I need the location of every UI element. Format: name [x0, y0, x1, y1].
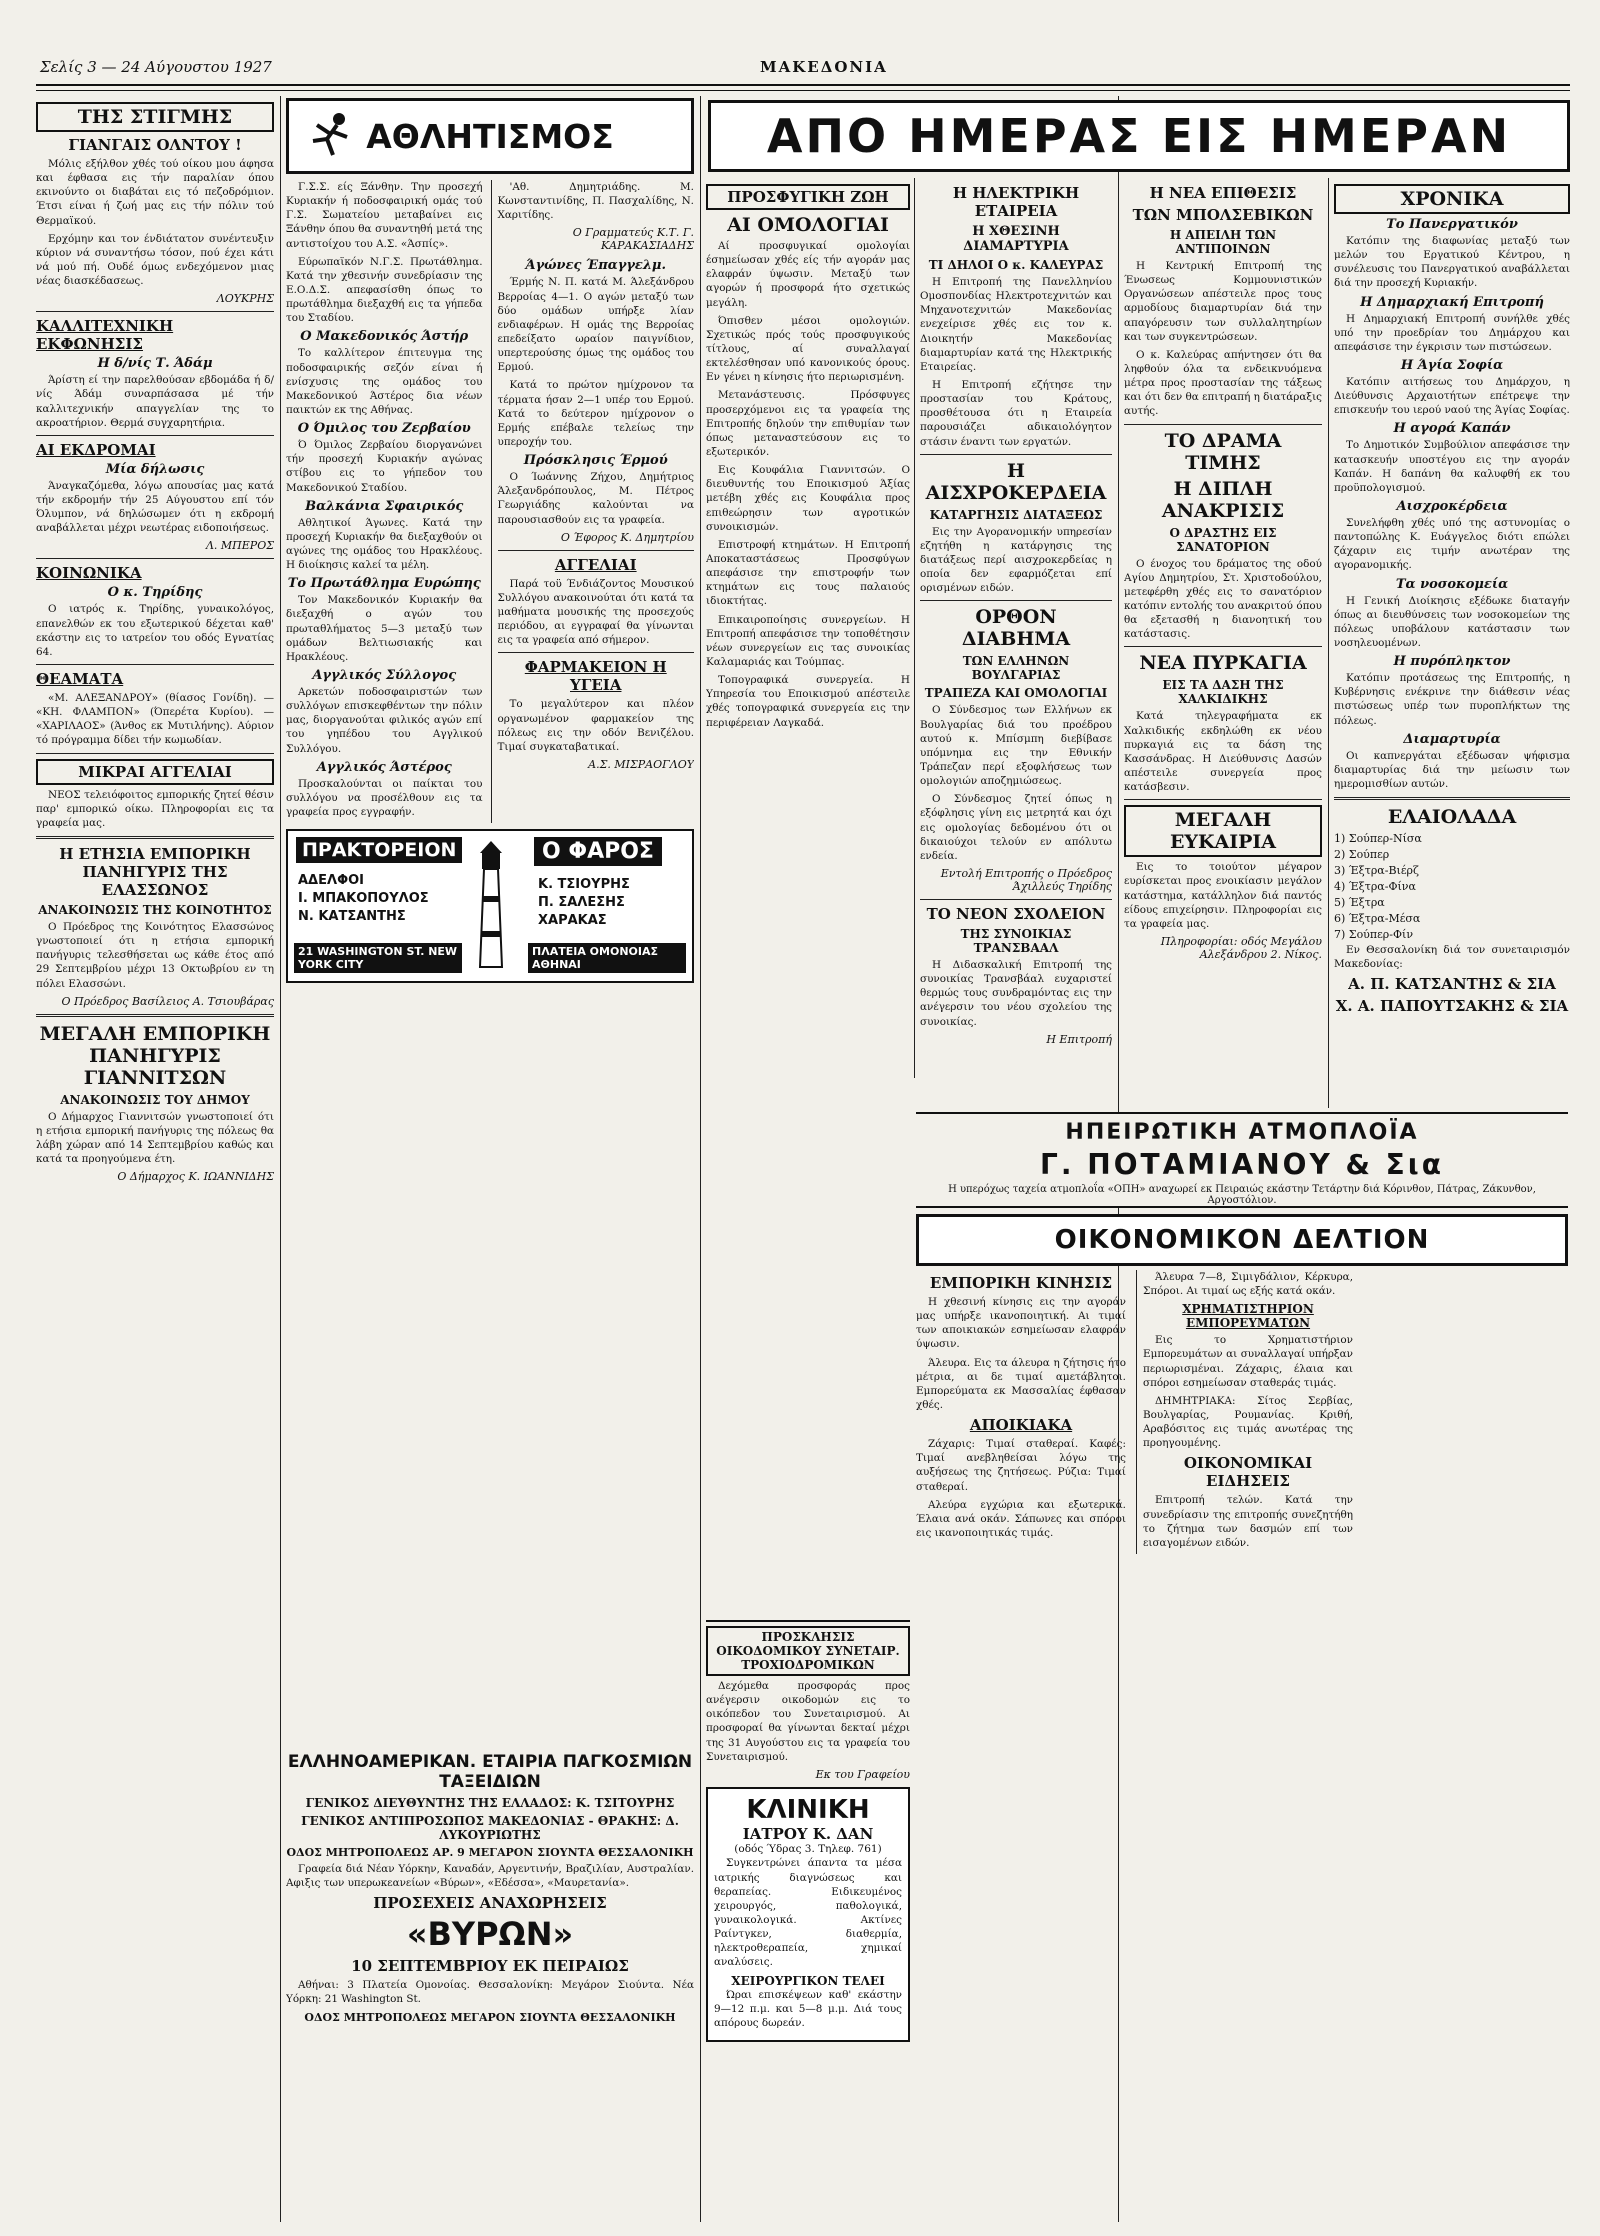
advertiser-name: Α. Π. ΚΑΤΣΑΝΤΗΣ & ΣΙΑ [1348, 974, 1556, 993]
column-4 [920, 180, 1112, 1096]
article-subtitle: Η ΔΙΠΛΗ ΑΝΑΚΡΙΣΙΣ [1161, 477, 1285, 522]
article-text: Ο Σύνδεσμος ζητεί όπως η εξόφλησις γίνη εις μετρητά και όχι εις ομολογίας δεδομένου ότι οι δικαιούχοι τελούν εν απόλυτω ενδεία. [920, 793, 1112, 862]
list-item: 3) Έξτρα-Βιέρζ [1334, 863, 1419, 877]
article-subtitle: Αγγλικός Άστέρος [316, 759, 452, 775]
clinic-ad [706, 1787, 910, 2042]
article-subtitle: Η Άγία Σοφία [1400, 357, 1504, 373]
article-subtitle: ΕΙΣ ΤΑ ΔΑΣΗ ΤΗΣ ΧΑΛΚΙΔΙΚΗΣ [1162, 678, 1284, 707]
article-text: Έρμής Ν. Π. κατά Μ. Άλεξάνδρου Βερροίας 4—1. Ο αγών μεταξύ των δύο ομάδων υπήρξε λίαν ενδιαφέρων. Η ομάς της Βερροίας επεδείξατο ωραίον παιγνίδιον, υπερτερούσης όμως της ομάδος του Ερμού. [497, 276, 694, 374]
article-text: Μόλις εξήλθον χθές τού οίκου μου άφησα και έφθασα εις τήν παραλίαν όπου εκινούντο οι διαβάται εις τό πεζοδρόμιον. Έτσι είναι ή ζωή μας εις τήν πόλιν τού Θερμαϊκού. [36, 158, 274, 227]
list-item: 2) Σούπερ [1334, 848, 1390, 862]
pharos-center-title: Ο ΦΑΡΟΣ [534, 837, 662, 866]
article-signature: Η Επιτροπή [1046, 1032, 1112, 1046]
article-text: Ο κ. Καλεύρας απήντησεν ότι θα ληφθούν όλα τα ενδεικνυόμενα μέτρα προς προστασίαν της τάξεως και ότι δεν θα επιτραπή η διατάραξις αυτής. [1124, 348, 1322, 418]
list-item: 1) Σούπερ-Νίσα [1334, 832, 1422, 846]
from-day-to-day-banner [708, 100, 1570, 172]
athletics-title: ΑΘΛΗΤΙΣΜΟΣ [366, 116, 614, 156]
list-item: 6) Έξτρα-Μέσα [1334, 911, 1421, 925]
section-heading: ΦΑΡΜΑΚΕΙΟΝ Η ΥΓΕΙΑ [524, 658, 667, 695]
article-subtitle: ΤΩΝ ΜΠΟΛΣΕΒΙΚΩΝ [1132, 206, 1314, 224]
list-item: 7) Σούπερ-Φίν [1334, 927, 1414, 941]
clinic-title: ΚΛΙΝΙΚΗ [746, 1794, 870, 1825]
clinic-address: (οδός Ύδρας 3. Τηλεφ. 761) [734, 1842, 882, 1855]
article-text: Η Δημαρχιακή Επιτροπή συνήλθε χθές υπό την προεδρίαν του Δημάρχου και απεφάσισε την έγκρισιν των πιστώσεων. [1334, 312, 1570, 353]
article-text: Εν Θεσσαλονίκη διά τον συνεταιρισμόν Μακεδονίας: [1334, 943, 1570, 970]
article-text: Εις Κουφάλια Γιαννιτσών. Ο διευθυντής του Εποικισμού Άξίας μετέβη χθές εις Κουφάλια προς επιθεώρησιν των αγροτικών συνοικισμών. [706, 464, 910, 533]
ship-name: «ΒΥΡΩΝ» [406, 1915, 574, 1954]
article-title: ΑΠΟΙΚΙΑΚΑ [969, 1416, 1073, 1435]
pharos-left-title: ΠΡΑΚΤΟΡΕΙΟΝ [296, 837, 462, 863]
article-text: Κατά το πρώτον ημίχρονον τα τέρματα ήσαν 2—1 υπέρ του Ερμού. Κατά το δεύτερον ημίχρονον ο Ερμής επέβαλε τελείως την υπεροχήν του. [497, 379, 694, 448]
article-signature: Λ. ΜΠΕΡΟΣ [205, 539, 274, 553]
article-text: Εις το Χρηματιστήριον Εμπορευμάτων αι συναλλαγαί υπήρξαν περιωρισμέναι. Ζάχαρις, έλαια και σπόροι εσημείωσαν σταθεράς τιμάς. [1143, 1334, 1353, 1389]
article-subtitle: ΚΑΤΑΡΓΗΣΙΣ ΔΙΑΤΑΞΕΩΣ [929, 507, 1103, 522]
article-subtitle: Αισχροκέρδεια [1396, 498, 1508, 514]
article-text: Ο Σύνδεσμος των Ελλήνων εκ Βουλγαρίας διά του προέδρου αυτού κ. Μπίσμπη διεβίβασε υπόμνημα εις την Εθνικήν Τράπεζαν περί εξοφλήσεως των ομολογιών αποζημιώσεως. [920, 704, 1112, 788]
section-heading: ΑΓΓΕΛΙΑΙ [554, 555, 637, 574]
article-subtitle: Βαλκάνια Σφαιρικός [305, 498, 464, 514]
article-title: ΜΕΓΑΛΗ ΕΥΚΑΙΡΙΑ [1124, 805, 1322, 857]
column-divider [280, 96, 281, 2222]
article-text: Το μεγαλύτερον και πλέον οργανωμένον φαρμακείον της πόλεως εις την οδόν Βενιζέλου. Τιμαί συγκαταβατικαί. [497, 698, 694, 753]
article-title: ΧΡΗΜΑΤΙΣΤΗΡΙΟΝ ΕΜΠΟΡΕΥΜΑΤΩΝ [1182, 1302, 1314, 1331]
article-subtitle: Άγώνες Έπαγγελμ. [525, 258, 666, 274]
article-title: ΝΕΑ ΠΥΡΚΑΓΙΑ [1139, 652, 1307, 675]
article-title: ΟΙΚΟΝΟΜΙΚΑΙ ΕΙΔΗΣΕΙΣ [1183, 1454, 1313, 1491]
article-text: Άρίστη εί την παρελθούσαν εβδομάδα ή δ/νίς Άδάμ συναρπάσασα μέ τήν καλλιτεχνικήν απαγγελίαν της το ακροατήριον. Θερμά συγχαρητήρια. [36, 374, 274, 429]
article-title: ΤΟ ΔΡΑΜΑ ΤΙΜΗΣ [1164, 429, 1282, 474]
article-title: Η ΗΛΕΚΤΡΙΚΗ ΕΤΑΙΡΕΙΑ [952, 184, 1080, 220]
pharos-name: Π. ΣΑΛΕΣΗΣ [538, 895, 625, 911]
column-1 [36, 98, 274, 2222]
list-item: 5) Έξτρα [1334, 895, 1385, 909]
article-title: ΟΡΘΟΝ ΔΙΑΒΗΜΑ [961, 606, 1071, 651]
article-subtitle: ΤΙ ΔΗΛΟΙ Ο κ. ΚΑΛΕΥΡΑΣ [928, 258, 1104, 272]
article-subtitle: ΤΗΣ ΣΥΝΟΙΚΙΑΣ ΤΡΑΝΣΒΑΑΛ [960, 926, 1072, 955]
athletics-banner [286, 98, 694, 174]
article-text: 'Αθ. Δημητριάδης. Μ. Κωνσταντινίδης, Π. Πασχαλίδης, Ν. Χαριτίδης. [497, 181, 694, 222]
article-subtitle: Η δ/νίς Τ. Άδάμ [97, 356, 213, 372]
article-subtitle: Ο κ. Τηρίδης [107, 585, 203, 601]
article-subtitle: Διαμαρτυρία [1403, 731, 1501, 747]
page-date: Σελίς 3 — 24 Αύγουστου 1927 [40, 58, 272, 76]
travel-company-title: ΕΛΛΗΝΟΑΜΕΡΙΚΑΝ. ΕΤΑΙΡΙΑ ΠΑΓΚΟΣΜΙΩΝ ΤΑΞΕΙΔΙΩΝ [287, 1752, 693, 1792]
header-rule [36, 84, 1570, 86]
clinic-doctor: ΙΑΤΡΟΥ Κ. ΔΑΝ [742, 1824, 874, 1843]
article-subtitle: Ο Μακεδονικός Άστήρ [300, 329, 469, 345]
article-subtitle: Ο ΔΡΑΣΤΗΣ ΕΙΣ ΣΑΝΑΤΟΡΙΟΝ [1169, 525, 1277, 554]
column-divider [914, 178, 915, 1078]
olive-oil-list [1334, 831, 1570, 943]
shipping-text: Η υπερόχως ταχεία ατμοπλοΐα «ΟΠΗ» αναχωρεί εκ Πειραιώς εκάστην Τετάρτην διά Κόρινθον, Πάτρας, Ζάκυνθον, Αργοστόλιον. [948, 1184, 1536, 1206]
article-text: Συνελήφθη χθές υπό της αστυνομίας ο παντοπώλης Κ. Ευάγγελος διότι επώλει ζάχαριν εις τιμήν ανωτέραν της αγορανομικής. [1334, 516, 1570, 572]
article-subtitle: ΑΝΑΚΟΙΝΩΣΙΣ ΤΗΣ ΚΟΙΝΟΤΗΤΟΣ [38, 902, 272, 917]
pharos-address: 21 WASHINGTON ST. NEW YORK CITY [294, 943, 462, 973]
article-text: Γ.Σ.Σ. είς Ξάνθην. Την προσεχή Κυριακήν ή ποδοσφαιρική ομάς τού Γ.Σ. Σωματείου μεταβαίνει εις Ξάνθην όπου θα συναντηθή μετά της αντιστοίχου του Α.Σ. «Άσπίς». [286, 181, 483, 250]
article-subtitle: Η πυρόπληκτον [1393, 654, 1511, 670]
travel-director: ΓΕΝΙΚΟΣ ΔΙΕΥΘΥΝΤΗΣ ΤΗΣ ΕΛΛΑΔΟΣ: Κ. ΤΣΙΤΟΥΡΗΣ [305, 1796, 675, 1810]
article-title: ΕΜΠΟΡΙΚΗ ΚΙΝΗΣΙΣ [929, 1274, 1113, 1292]
column-divider [1328, 178, 1329, 1108]
article-text: Ο ιατρός κ. Τηρίδης, γυναικολόγος, επανελθών εκ του εξωτερικού δέχεται καθ' εκάστην εις το ιατρείον του οδός Εγνατίας 64. [36, 603, 274, 658]
article-subtitle: Η Δημαρχιακή Επιτροπή [1360, 294, 1544, 310]
article-text: Οι καπνεργάται εξέδωσαν ψήφισμα διαμαρτυρίας διά την μείωσιν των ημερομισθίων αυτών. [1334, 749, 1570, 790]
article-text: Επιστροφή κτημάτων. Η Επιτροπή Αποκαταστάσεως Προσφύγων απεφάσισε την επιστροφήν των κτημάτων εις τους παλαιούς ιδιοκτήτας. [706, 538, 910, 608]
article-title: ΤΟ ΝΕΟΝ ΣΧΟΛΕΙΟΝ [926, 904, 1106, 923]
section-heading: ΧΡΟΝΙΚΑ [1334, 184, 1570, 214]
pharos-ad [286, 829, 694, 983]
travel-departures-heading: ΠΡΟΣΕΧΕΙΣ ΑΝΑΧΩΡΗΣΕΙΣ [373, 1894, 607, 1913]
article-subtitle: Η ΑΠΕΙΛΗ ΤΩΝ ΑΝΤΙΠΟΙΝΩΝ [1169, 228, 1277, 256]
section-heading: ΕΛΑΙΟΛΑΔΑ [1387, 806, 1517, 829]
column-3-lower [706, 1620, 910, 2212]
article-text: Ο Πρόεδρος της Κοινότητος Ελασσώνος γνωστοποιεί ότι η ετήσια εμπορική πανήγυρις τελεσθήσεται ως κάθε έτος από 29 Σεπτεμβρίου μέχρι 13 Οκτωβρίου εν τη πόλει Ελασσώνι. [36, 920, 274, 990]
section-heading: Η ΕΤΗΣΙΑ ΕΜΠΟΡΙΚΗ ΠΑΝΗΓΥΡΙΣ ΤΗΣ ΕΛΑΣΣΩΝΟΣ [59, 844, 251, 899]
clinic-text: Συγκεντρώνει άπαντα τα μέσα ιατρικής διαγνώσεως και θεραπείας. Ειδικευμένος χειρουργός, παθολογικά, γυναικολογικά. Ακτίνες Ραίντγκεν, διαθερμία, ηλεκτροθεραπεία, χημικαί αναλύσεις. [714, 1857, 902, 1969]
article-subtitle: Το Πρωτάθλημα Ευρώπης [287, 576, 481, 592]
article-text: Ο Ίωάννης Ζήχου, Δημήτριος Άλεξανδρόπουλος, Μ. Πέτρος Γεωργιάδης καλούνται να παρουσιασθούν εις τα γραφεία. [497, 471, 694, 526]
header-rule-2 [36, 90, 1570, 91]
article-text: «Μ. ΑΛΕΞΑΝΔΡΟΥ» (θίασος Γονίδη). — «ΚΗ. ΦΛΑΜΠΟΝ» (Όπερέτα Κυρίου). — «ΧΑΡΙΛΑΟΣ» (Άνθος εκ Μυτιλήνης). Αύριον τό πρόγραμμα δίδει τήν κωμωδίαν. [36, 691, 274, 747]
article-text: Η Κεντρική Επιτροπή της Ένωσεως Κομμουνιστικών Οργανώσεων απέστειλε προς τους αρμοδίους διαμαρτυρίαν διά την απαγόρευσιν των συλλαλητηρίων και των συγκεντρώσεων. [1124, 260, 1322, 343]
article-text: Εις το τοιούτον μέγαρον ευρίσκεται προς ενοικίασιν μεγάλον κατάστημα, κατάλληλον διά παντός είδους επιχείρησιν. Πληροφορίαι εις τα γραφεία μας. [1124, 861, 1322, 930]
page-header [40, 58, 1570, 80]
paper-name: ΜΑΚΕΔΟΝΙΑ [760, 58, 888, 76]
article-text: Αρκετών ποδοσφαιριστών των συλλόγων επισκεφθέντων την πόλιν μας, διοργανούται φιλικός αγών επί του γηπέδου του Αγγλικού Συλλόγου. [286, 685, 483, 755]
shipping-title: ΗΠΕΙΡΩΤΙΚΗ ΑΤΜΟΠΛΟΪΑ [1065, 1120, 1419, 1145]
article-subtitle: Η ΧΘΕΣΙΝΗ ΔΙΑΜΑΡΤΥΡΙΑ [963, 224, 1069, 254]
article-signature: Ο Έφορος Κ. Δημητρίου [560, 530, 694, 544]
article-text: Κατόπιν προτάσεως της Επιτροπής, η Κυβέρνησις ενέκρινε την διάθεσιν νέας πιστώσεως υπέρ των πυροπλήκτων της πόλεως. [1334, 672, 1570, 727]
coop-ad-signature: Εκ του Γραφείου [815, 1767, 910, 1781]
article-signature: Εντολή Επιτροπής ο Πρόεδρος Άχιλλεύς Τηρίδης [940, 866, 1112, 893]
article-text: Κατόπιν αιτήσεως του Δημάρχου, η Διεύθυνσις Αρχαιοτήτων επέτρεψε την επισκευήν του ιερού ναού της Άγίας Σοφίας. [1334, 375, 1570, 417]
article-text: ΔΗΜΗΤΡΙΑΚΑ: Σίτος Σερβίας, Βουλγαρίας, Ρουμανίας. Κριθή, Αραβόσιτος εις τιμάς ανωτέρας της προηγουμένης. [1143, 1394, 1353, 1450]
list-item: 4) Έξτρα-Φίνα [1334, 879, 1416, 893]
article-text: Ο ένοχος του δράματος της οδού Αγίου Δημητρίου, Στ. Χριστοδούλου, μετεφέρθη χθές εις το σανατόριον κατόπιν εντολής του ανακριτού όπου θα εξετασθή η διανοητική του κατάστασις. [1124, 557, 1322, 641]
section-heading: ΚΟΙΝΩΝΙΚΑ [36, 564, 142, 583]
clinic-subtitle: ΧΕΙΡΟΥΡΓΙΚΟΝ ΤΕΛΕΙ [731, 1973, 885, 1988]
departure-date: 10 ΣΕΠΤΕΜΒΡΙΟΥ ΕΚ ΠΕΙΡΑΙΩΣ [351, 1957, 629, 1976]
pharos-name: Ν. ΚΑΤΣΑΝΤΗΣ [298, 909, 406, 925]
economic-bulletin-banner [916, 1214, 1568, 1266]
article-text: Το καλλίτερον έπιτευγμα της ποδοσφαιρικής σεζόν είναι ή ενίσχυσις της ομάδος του Μακεδονικού Άστέρος δια νέων παικτών εκ της Αθήνας. [286, 347, 483, 416]
article-text: Αθλητικοί Άγωνες. Κατά την προσεχή Κυριακήν θα διεξαχθούν οι αγώνες της ομάδος του Ηρακλέους. Η διοίκησις καλεί τα μέλη. [286, 516, 483, 572]
section-heading: ΑΙ ΕΚΔΡΟΜΑΙ [36, 440, 156, 459]
article-text: Όπισθεν μέσοι ομολογιών. Σχετικώς πρός τούς προσφυγικούς τίτλους, αί συναλλαγαί εκτελέσθησαν υπό κανονικούς όρους. Εν γένει η κίνησις ήτο περιωρισμένη. [706, 314, 910, 384]
article-title: Η ΑΙΣΧΡΟΚΕΡΔΕΙΑ [925, 459, 1107, 504]
article-signature: Ο Δήμαρχος Κ. ΙΩΑΝΝΙΔΗΣ [117, 1170, 274, 1184]
article-text: Άλευρα 7—8, Σιμιγδάλιον, Κέρκυρα, Σπόροι. Αι τιμαί ως εξής κατά οκάν. [1143, 1271, 1353, 1298]
article-text: Τοπογραφικά συνεργεία. Η Υπηρεσία του Εποικισμού απέστειλε χθές τοπογραφικά συνεργεία εις την περιφέρειαν Λαγκαδά. [706, 674, 910, 729]
pharos-name: Κ. ΤΣΙΟΥΡΗΣ [538, 877, 630, 893]
economic-bulletin-title: ΟΙΚΟΝΟΜΙΚΟΝ ΔΕΛΤΙΟΝ [1054, 1225, 1430, 1255]
article-subtitle: Το Πανεργατικόν [1386, 217, 1518, 232]
article-text: Προσκαλούνται οι παίκται του συλλόγου να προσέλθουν εις τα γραφεία προς εγγραφήν. [286, 777, 483, 818]
article-title: ΓΙΑΝΓΑΙΣ ΟΛΝΤΟΥ ! [68, 136, 242, 154]
article-subtitle: Η αγορά Καπάν [1393, 421, 1511, 437]
section-heading: ΤΗΣ ΣΤΙΓΜΗΣ [36, 102, 274, 132]
article-subtitle: ΑΝΑΚΟΙΝΩΣΙΣ ΤΟΥ ΔΗΜΟΥ [60, 1092, 250, 1107]
article-subtitle: ΤΩΝ ΕΛΛΗΝΩΝ ΒΟΥΛΓΑΡΙΑΣ [962, 654, 1070, 683]
article-signature: Ο Πρόεδρος Βασίλειος Α. Τσιουβάρας [61, 994, 274, 1008]
article-text: Η Επιτροπή εζήτησε την προστασίαν του Κράτους, προσθέτουσα ότι η Εταιρεία παρουσιάζει αδικαιολόγητον στάσιν έναντι των εργατών. [920, 378, 1112, 448]
column-divider [700, 96, 701, 2222]
travel-representative: ΓΕΝΙΚΟΣ ΑΝΤΙΠΡΟΣΩΠΟΣ ΜΑΚΕΔΟΝΙΑΣ - ΘΡΑΚΗΣ: Δ. ΛΥΚΟΥΡΙΩΤΗΣ [301, 1814, 679, 1842]
lighthouse-icon [466, 839, 516, 969]
travel-company-ad [286, 1752, 694, 2212]
section-heading: ΘΕΑΜΑΤΑ [36, 669, 124, 688]
article-subtitle: Αγγλικός Σύλλογος [312, 667, 457, 683]
article-signature: Ο Γραμματεύς Κ.Τ. Γ. ΚΑΡΑΚΑΣΙΑΔΗΣ [572, 226, 694, 253]
article-title: Η ΝΕΑ ΕΠΙΘΕΣΙΣ [1149, 184, 1297, 202]
article-text: Η Διδασκαλική Επιτροπή της συνοικίας Τρανσβάαλ ευχαριστεί θερμώς τους συνδραμόντας εις την ανέγερσιν του νέου σχολείου της συνοικίας. [920, 958, 1112, 1028]
article-text: Η Γενική Διοίκησις εξέδωκε διαταγήν όπως αι διευθύνσεις των νοσοκομείων της πόλεως υποβάλουν κατάστασιν των νοσηλευομένων. [1334, 594, 1570, 649]
section-heading: ΜΕΓΑΛΗ ΕΜΠΟΡΙΚΗ ΠΑΝΗΓΥΡΙΣ ΓΙΑΝΝΙΤΣΩΝ [39, 1022, 271, 1089]
coop-ad-text: Δεχόμεθα προσφοράς προς ανέγερσιν οικοδομών εις το οικόπεδον του Συνεταιρισμού. Αι προσφοραί θα γίνωνται δεκταί μέχρι της 31 Αυγούστου εις τα γραφεία του Συνεταιρισμού. [706, 1680, 910, 1763]
pharos-name: ΑΔΕΛΦΟΙ [298, 873, 365, 889]
article-text: Άναγκαζόμεθα, λόγω απουσίας μας κατά τήν εκδρομήν τήν 25 Αύγουστου επί τόν Όλυμπον, νά δηλώσωμεν ότι η εκδρομή αναβάλλεται μέχρι νεωτέρας ειδοποιήσεως. [36, 479, 274, 535]
section-heading: ΜΙΚΡΑΙ ΑΓΓΕΛΙΑΙ [36, 759, 274, 785]
column-5 [1124, 180, 1322, 1096]
article-text: Άλευρα. Εις τα άλευρα η ζήτησις ήτο μέτρια, αι δε τιμαί αμετάβλητοι. Εμπορεύματα εκ Μασσαλίας έφθασαν χθές. [916, 1356, 1126, 1411]
article-subtitle: Μία δήλωσις [105, 461, 205, 477]
article-subtitle: Πρόσκλησις Έρμού [523, 453, 668, 469]
clinic-text: Ώραι επισκέψεων καθ' εκάστην 9—12 π.μ. και 5—8 μ.μ. Διά τους απόρους δωρεάν. [714, 1988, 902, 2029]
article-text: Η χθεσινή κίνησις εις την αγοράν μας υπήρξε ικανοποιητική. Αι τιμαί των αποικιακών εσημείωσαν ελαφράν ύψωσιν. [916, 1296, 1126, 1351]
article-text: Τον Μακεδονικόν Κυριακήν θα διεξαχθή ο αγών του πρωταθλήματος 5—3 μεταξύ των ομάδων Βελτιωσιακής και Ηρακλέους. [286, 594, 483, 663]
shipping-company: Γ. ΠΟΤΑΜΙΑΝΟΥ & Σια [1040, 1148, 1444, 1181]
pharos-name: Ι. ΜΠΑΚΟΠΟΥΛΟΣ [298, 891, 429, 907]
section-heading: ΠΡΟΣΦΥΓΙΚΗ ΖΩΗ [706, 184, 910, 210]
article-subtitle: Τα νοσοκομεία [1395, 576, 1509, 592]
article-subtitle: Ο Όμιλος του Ζερβαίου [297, 421, 471, 437]
article-title: ΑΙ ΟΜΟΛΟΓΙΑΙ [727, 214, 889, 236]
article-text: Κατόπιν της διαφωνίας μεταξύ των μελών του Εργατικού Κέντρου, η συνέλευσις του Πανεργατικού αναβάλλεται διά την προσεχή Κυριακήν. [1334, 235, 1570, 290]
economic-bulletin [916, 1210, 1568, 2222]
travel-address: ΟΔΟΣ ΜΗΤΡΟΠΟΛΕΩΣ ΑΡ. 9 ΜΕΓΑΡΟΝ ΣΙΟΥΝΤΑ ΘΕΣΣΑΛΟΝΙΚΗ [286, 1846, 694, 1859]
article-text: Ο Δήμαρχος Γιαννιτσών γνωστοποιεί ότι η ετήσια εμπορική πανήγυρις της πόλεως θα λάβη χώραν από 14 Σεπτεμβρίου καθώς και κατά τα προηγούμενα έτη. [36, 1110, 274, 1166]
advertiser-name: Χ. Α. ΠΑΠΟΥΤΣΑΚΗΣ & ΣΙΑ [1335, 996, 1569, 1015]
coop-ad-heading: ΠΡΟΣΚΛΗΣΙΣ ΟΙΚΟΔΟΜΙΚΟΥ ΣΥΝΕΤΑΙΡ. ΤΡΟΧΙΟΔΡΟΜΙΚΩΝ [706, 1626, 910, 1676]
article-subtitle: ΤΡΑΠΕΖΑ ΚΑΙ ΟΜΟΛΟΓΙΑΙ [924, 686, 1108, 701]
article-text: Η Επιτροπή της Πανελληνίου Ομοσπονδίας Ηλεκτροτεχνιτών και Μηχανοτεχνιτών Μακεδονίας ενεχείρισε χθές εις τον κ. Διοικητήν Μακεδονίας διαμαρτυρίαν κατά της Ηλεκτρικής Εταιρείας. [920, 276, 1112, 373]
article-text: Κατά τηλεγραφήματα εκ Χαλκιδικής εκδηλώθη εκ νέου πυρκαγιά εις τα δάση της Κασσάνδρας. Η Διεύθυνσις Δασών απέστειλε συνεργεία προς κατάσβεσιν. [1124, 710, 1322, 794]
banner-title: ΑΠΟ ΗΜΕΡΑΣ ΕΙΣ ΗΜΕΡΑΝ [766, 109, 1512, 163]
article-signature: ΛΟΥΚΡΗΣ [216, 292, 274, 306]
pharos-name: ΧΑΡΑΚΑΣ [538, 913, 607, 929]
article-text: Εύρωπαϊκόν Ν.Γ.Σ. Πρωτάθλημα. Κατά την χθεσινήν συνεδρίασιν της Ε.Ο.Δ.Σ. απεφασίσθη όπως το πρωτάθλημα διεξαχθή εις τα γήπεδα του Σταδίου. [286, 255, 483, 325]
article-text: Μετανάστευσις. Πρόσφυγες προσερχόμενοι εις τα γραφεία της Επιτροπής δηλούν την επιθυμίαν των όπως μεταναστεύσουν εις το εξωτερικόν. [706, 389, 910, 458]
article-text: Παρά τοϋ Ένδιάζοντος Μουσικού Συλλόγου ανακοινούται ότι κατά τα μαθήματα μουσικής της προσεχούς περιόδου, αι εγγραφαί θα γίνωνται εις τα γραφεία από σήμερον. [497, 577, 694, 647]
runner-icon [299, 111, 359, 159]
article-text: ΝΕΟΣ τελειόφοιτος εμπορικής ζητεί θέσιν παρ' εμπορικώ οίκω. Πληροφορίαι εις τα γραφεία μας. [36, 788, 274, 829]
shipping-ad [916, 1112, 1568, 1208]
article-text: Επιτροπή τελών. Κατά την συνεδρίασιν της επιτροπής συνεζητήθη το ζήτημα των δασμών επί των εισαγομένων ειδών. [1143, 1494, 1353, 1549]
article-signature: Α.Σ. ΜΙΣΡΑΟΓΛΟΥ [588, 757, 694, 771]
article-text: Αλεύρα εγχώρια και εξωτερικά. Έλαια ανά οκάν. Σάπωνες και σπόροι εις ικανοποιητικάς τιμάς. [916, 1498, 1126, 1539]
section-heading: ΚΑΛΛΙΤΕΧΝΙΚΗ ΕΚΦΩΝΗΣΙΣ [36, 317, 174, 354]
article-text: Αί προσφυγικαί ομολογίαι έσημείωσαν χθές είς τήν αγοράν μας ελαφράν ύψωσιν. Μεταξύ των αγορών ή προσφορά ήτο σχετικώς μεγάλη. [706, 240, 910, 309]
article-text: Εις την Αγορανομικήν υπηρεσίαν εζητήθη η κατάργησις της διατάξεως περί αισχροκερδείας η οποία δεν εφαρμόζεται επί ορισμένων ειδών. [920, 525, 1112, 595]
pharos-address: ΠΛΑΤΕΙΑ ΟΜΟΝΟΙΑΣ ΑΘΗΝΑΙ [528, 943, 686, 973]
article-signature: Πληροφορίαι: οδός Μεγάλου Αλεξάνδρου 2. Νίκος. [1160, 934, 1322, 961]
article-text: Ερχόμην και τον ένδιάτατον συνέντευξιν κύριον νά συναντήσω τόσον, πού έχει κάτι νά μού πή. Ουδέ όμως ενδεχόμενον μιας νέας διασκέδασεως. [36, 232, 274, 288]
article-text: Ό Όμιλος Ζερβαίου διοργανώνει τήν προσεχή Κυριακήν αγώνας στίβου εις το γήπεδον του Μακεδονικού Σταδίου. [286, 439, 483, 494]
article-text: Ζάχαρις: Τιμαί σταθεραί. Καφές: Τιμαί ανεβληθείσαι λόγω της αυξήσεως της ζητήσεως. Ρύζια: Τιμαί σταθεραί. [916, 1438, 1126, 1493]
article-text: Επικαιροποίησις συνεργείων. Η Επιτροπή απεφάσισε την τοποθέτησιν νέων συνεργείων εις τας συνοικίας Καλαμαριάς και Τούμπας. [706, 613, 910, 668]
travel-text: Γραφεία διά Νέαν Υόρκην, Καναδάν, Αργεντινήν, Βραζιλίαν, Αυστραλίαν. Αφιξις των υπερωκεανείων «Βύρων», «Εδέσσα», «Μαυρετανία». [286, 1863, 694, 1890]
article-text: Το Δημοτικόν Συμβούλιον απεφάσισε την κατασκευήν υποστέγου εις την αγοράν Καπάν. Η δαπάνη θα καλυφθή εκ του προϋπολογισμού. [1334, 439, 1570, 494]
travel-text: Αθήναι: 3 Πλατεία Ομονοίας. Θεσσαλονίκη: Μεγάρον Σιούντα. Νέα Υόρκη: 21 Washington St. [286, 1979, 694, 2006]
travel-address: ΟΔΟΣ ΜΗΤΡΟΠΟΛΕΩΣ ΜΕΓΑΡΟΝ ΣΙΟΥΝΤΑ ΘΕΣΣΑΛΟΝΙΚΗ [304, 2010, 676, 2024]
